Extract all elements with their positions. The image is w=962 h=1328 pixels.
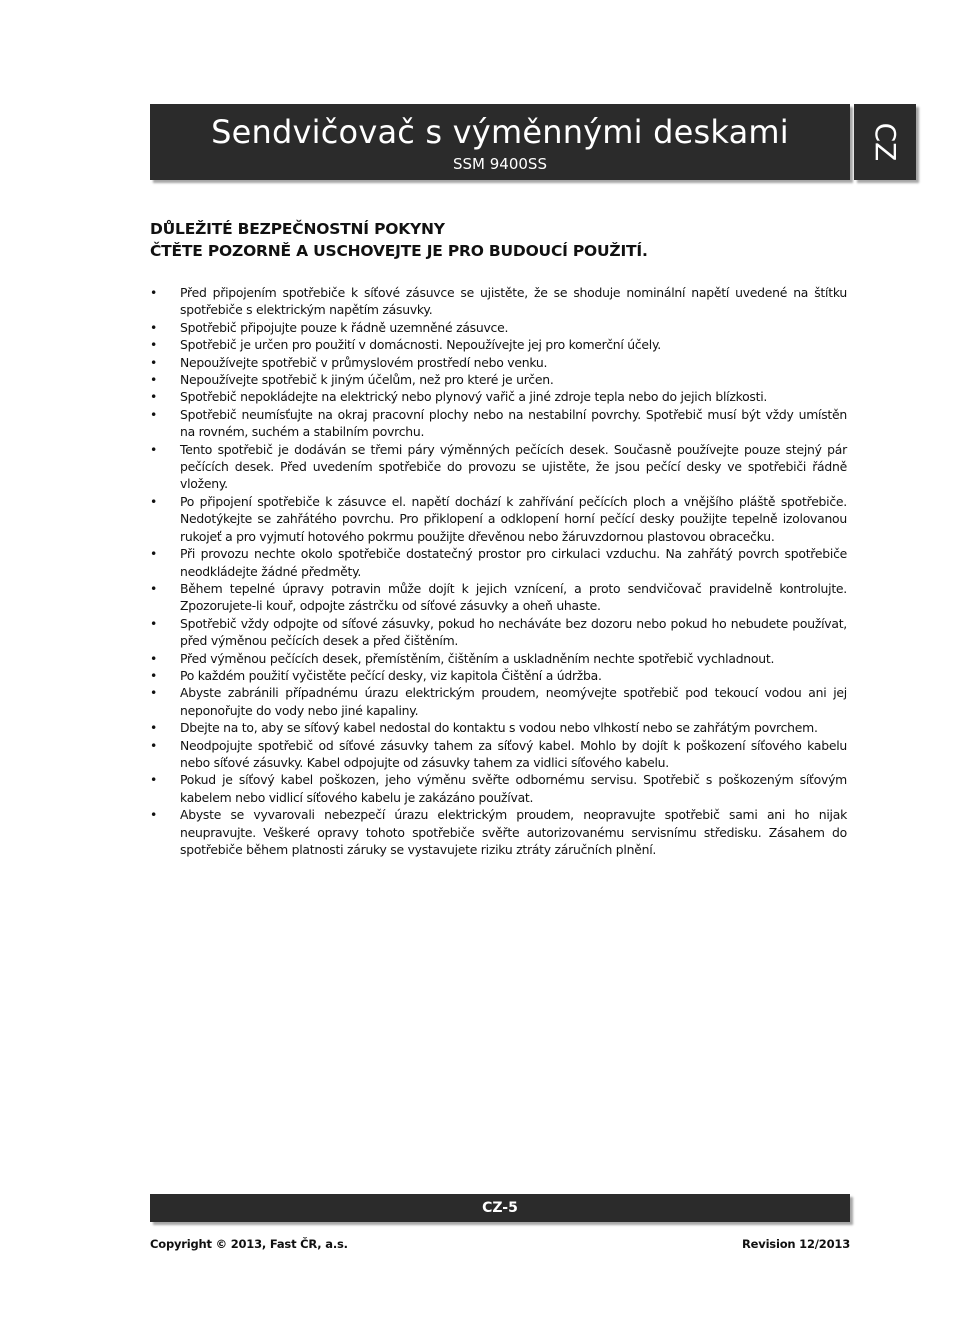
section-headings: [150, 218, 850, 262]
list-item-text: Spotřebič připojujte pouze k řádně uzemněné zásuvce.: [180, 319, 509, 335]
page-number: CZ-5: [482, 1200, 518, 1216]
bullet-icon: •: [150, 493, 158, 509]
bullet-icon: •: [150, 737, 158, 753]
bullet-icon: •: [150, 285, 158, 300]
bullet-icon: •: [150, 441, 158, 457]
list-item-text: Spotřebič je určen pro použití v domácnosti. Nepoužívejte jej pro komerční účely.: [180, 337, 661, 353]
copyright-notice: Copyright © 2013, Fast ČR, a.s.: [150, 1237, 348, 1251]
list-item-text: Neodpojujte spotřebič od síťové zásuvky tahem za síťový kabel. Mohlo by dojít k poškození síťového kabelu nebo síťové zásuvky. Kabel odpojujte od zásuvky tahem za vidlici síťového kabelu.: [180, 737, 847, 770]
list-item-text: Abyste zabránili případnému úrazu elektrickým proudem, neomývejte spotřebič pod tekoucí vodou ani jej neponořujte do vody nebo jiné kapaliny.: [180, 685, 847, 718]
list-item: [150, 319, 847, 336]
list-item-text: Pokud je síťový kabel poškozen, jeho výměnu svěřte odbornému servisu. Spotřebič s poškozeným síťovým kabelem nebo vidlicí síťového kabelu je zakázáno používat.: [180, 772, 847, 805]
bullet-icon: •: [150, 685, 158, 701]
list-item: [150, 580, 847, 615]
list-item: [150, 771, 847, 806]
list-item-text: Nepoužívejte spotřebič k jiným účelům, než pro které je určen.: [180, 372, 554, 388]
bullet-icon: •: [150, 389, 158, 405]
list-item-text: Abyste se vyvarovali nebezpečí úrazu elektrickým proudem, neopravujte spotřebič sami ani ho nijak neupravujte. Veškeré opravy tohoto spotřebiče svěřte autorizovanému servisnímu středisku. Zásahem do spotřebiče během platnosti záruky se vystavujete riziku ztráty záručních plnění.: [180, 807, 847, 857]
list-item: [150, 441, 847, 493]
list-item-text: Před připojením spotřebiče k síťové zásuvce se ujistěte, že se shoduje nominální napětí uvedené na štítku spotřebiče s elektrickým napětím zásuvky.: [180, 285, 847, 318]
bullet-icon: •: [150, 580, 158, 596]
bullet-icon: •: [150, 354, 158, 370]
list-item: [150, 371, 847, 388]
bullet-icon: •: [150, 319, 158, 335]
bullet-icon: •: [150, 667, 158, 683]
bullet-icon: •: [150, 615, 158, 631]
bullet-icon: •: [150, 807, 158, 823]
bullet-icon: •: [150, 337, 158, 353]
bullet-icon: •: [150, 650, 158, 666]
language-tab: [854, 104, 916, 180]
list-item: [150, 650, 847, 667]
list-item: [150, 545, 847, 580]
list-item: [150, 284, 847, 319]
list-item: [150, 667, 847, 684]
list-item-text: Spotřebič neumísťujte na okraj pracovní plochy nebo na nestabilní povrchy. Spotřebič musí být vždy umístěn na rovném, suchém a stabilním povrchu.: [180, 406, 847, 440]
list-item-text: Po každém použití vyčistěte pečící desky, viz kapitola Čištění a údržba.: [180, 667, 602, 683]
list-item: [150, 719, 847, 736]
model-number: SSM 9400SS: [453, 155, 547, 173]
list-item-text: Dbejte na to, aby se síťový kabel nedostal do kontaktu s vodou nebo vlhkostí nebo se zahřátým povrchem.: [180, 720, 818, 736]
bullet-icon: •: [150, 546, 158, 562]
bullet-icon: •: [150, 720, 158, 736]
list-item: [150, 737, 847, 772]
list-item-text: Po připojení spotřebiče k zásuvce el. napětí dochází k zahřívání pečících ploch a vnějšího pláště spotřebiče. Nedotýkejte se zahřátého povrchu. Pro přiklopení a odklopení horní pečící desky použijte tepelně izolovanou rukojeť a pro vyjmutí hotového pokrmu použijte dřevěnou nebo žáruvzdornou plastovou obracečku.: [180, 493, 847, 544]
safety-instructions-list: [150, 284, 847, 858]
language-tab-label: CZ: [869, 122, 902, 162]
bullet-icon: •: [150, 372, 158, 388]
list-item-text: Při provozu nechte okolo spotřebiče dostatečný prostor pro cirkulaci vzduchu. Na zahřátý povrch spotřebiče neodkládejte žádné předměty.: [180, 546, 847, 579]
document-title: Sendvičovač s výměnnými deskami: [211, 113, 789, 151]
section-heading-title: DŮLEŽITÉ BEZPEČNOSTNÍ POKYNY: [150, 220, 445, 238]
list-item: [150, 406, 847, 441]
list-item-text: Před výměnou pečících desek, přemístěním, čištěním a uskladněním nechte spotřebič vychladnout.: [180, 650, 775, 666]
bullet-icon: •: [150, 772, 158, 788]
list-item-text: Tento spotřebič je dodáván se třemi páry výměnných pečících desek. Současně používejte pouze stejný pár pečících desek. Před uvedením spotřebiče do provozu se ujistěte, že jsou pečící desky ve spotřebiči řádně vloženy.: [180, 441, 847, 492]
list-item: [150, 493, 847, 545]
bullet-icon: •: [150, 406, 158, 422]
footer-bar: [150, 1194, 850, 1222]
list-item: [150, 615, 847, 650]
title-banner: [150, 104, 850, 180]
section-heading-subtitle: ČTĚTE POZORNĚ A USCHOVEJTE JE PRO BUDOUCÍ POUŽITÍ.: [150, 242, 648, 260]
list-item: [150, 354, 847, 371]
list-item: [150, 336, 847, 353]
list-item-text: Během tepelné úpravy potravin může dojít k jejich vznícení, a proto sendvičovač pravidelně kontrolujte. Zpozorujete-li kouř, odpojte zástrčku od síťové zásuvky a oheň uhaste.: [180, 580, 847, 614]
list-item-text: Spotřebič vždy odpojte od síťové zásuvky, pokud ho necháváte bez dozoru nebo pokud ho nebudete používat, před výměnou pečících desek a před čištěním.: [180, 615, 847, 649]
revision-label: Revision 12/2013: [742, 1237, 850, 1251]
list-item-text: Nepoužívejte spotřebič v průmyslovém prostředí nebo venku.: [180, 354, 548, 370]
list-item: [150, 388, 847, 405]
list-item-text: Spotřebič nepokládejte na elektrický nebo plynový vařič a jiné zdroje tepla nebo do jejich blízkosti.: [180, 389, 768, 405]
list-item: [150, 684, 847, 719]
list-item: [150, 806, 847, 858]
